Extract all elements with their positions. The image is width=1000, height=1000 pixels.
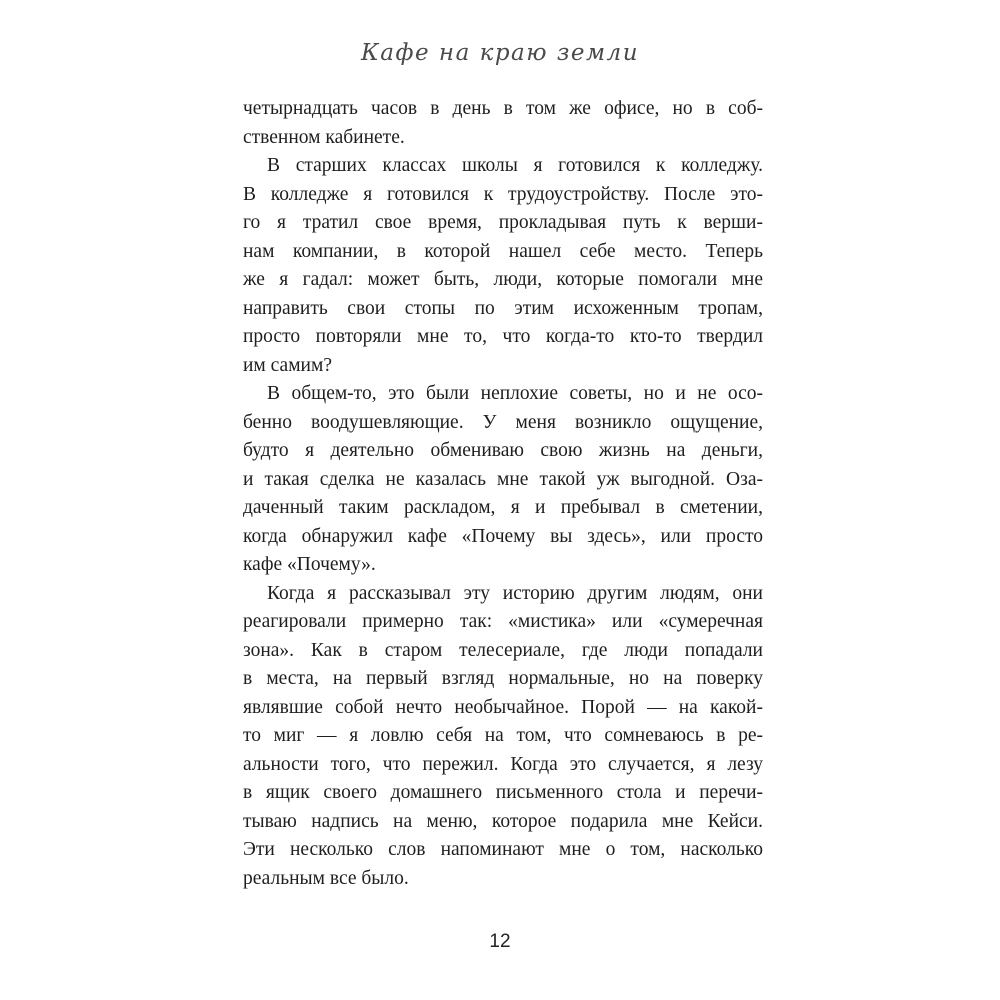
text-line: Когда я рассказывал эту историю другим людям, они — [267, 582, 763, 604]
text-line: реагировали примерно так: «мистика» или «сумеречная — [243, 611, 763, 632]
text-line: реальным все было. — [243, 867, 409, 889]
text-line: тываю надпись на меню, которое подарила мне Кейси. — [243, 810, 763, 832]
text-line: направить свои стопы по этим исхоженным тропам, — [243, 297, 763, 319]
text-line: В общем-то, это были неплохие советы, но и не осо- — [267, 383, 763, 404]
text-line: четырнадцать часов в день в том же офисе, но в соб- — [243, 98, 763, 119]
text-line: нам компании, в которой нашел себе место. Теперь — [243, 240, 763, 262]
text-line: В старших классах школы я готовился к колледжу. — [267, 155, 763, 176]
page-number: 12 — [489, 931, 511, 952]
text-line: же я гадал: может быть, люди, которые помогали мне — [243, 269, 763, 290]
text-line: являвшие собой нечто необычайное. Порой — на какой- — [243, 696, 763, 718]
text-line: зона». Как в старом телесериале, где люди попадали — [243, 639, 763, 661]
text-line: го я тратил свое время, прокладывая путь к верши- — [243, 212, 763, 233]
text-line: им самим? — [243, 354, 332, 376]
text-line: В колледже я готовился к трудоустройству. После это- — [243, 183, 763, 205]
text-line: ственном кабинете. — [243, 126, 405, 148]
text-line: Эти несколько слов напоминают мне о том, насколько — [243, 839, 763, 860]
text-line: будто я деятельно обмениваю свою жизнь на деньги, — [243, 440, 763, 461]
text-line: когда обнаружил кафе «Почему вы здесь», или просто — [243, 525, 763, 547]
text-line: кафе «Почему». — [243, 554, 376, 575]
body-text — [243, 95, 763, 893]
text-line: в ящик своего домашнего письменного стола и перечи- — [243, 782, 763, 803]
text-line: бенно воодушевляющие. У меня возникло ощущение, — [243, 411, 763, 433]
text-line: даченный таким раскладом, я и пребывал в сметении, — [243, 497, 763, 518]
running-title: Кафе на краю земли — [360, 40, 640, 66]
text-line: просто повторяли мне то, что когда-то кто-то твердил — [243, 326, 763, 347]
text-line: и такая сделка не казалась мне такой уж выгодной. Оза- — [243, 468, 763, 490]
text-line: в места, на первый взгляд нормальные, но на поверку — [243, 668, 763, 689]
text-line: альности того, что пережил. Когда это случается, я лезу — [243, 753, 763, 775]
text-line: то миг — я ловлю себя на том, что сомневаюсь в ре- — [243, 725, 763, 746]
